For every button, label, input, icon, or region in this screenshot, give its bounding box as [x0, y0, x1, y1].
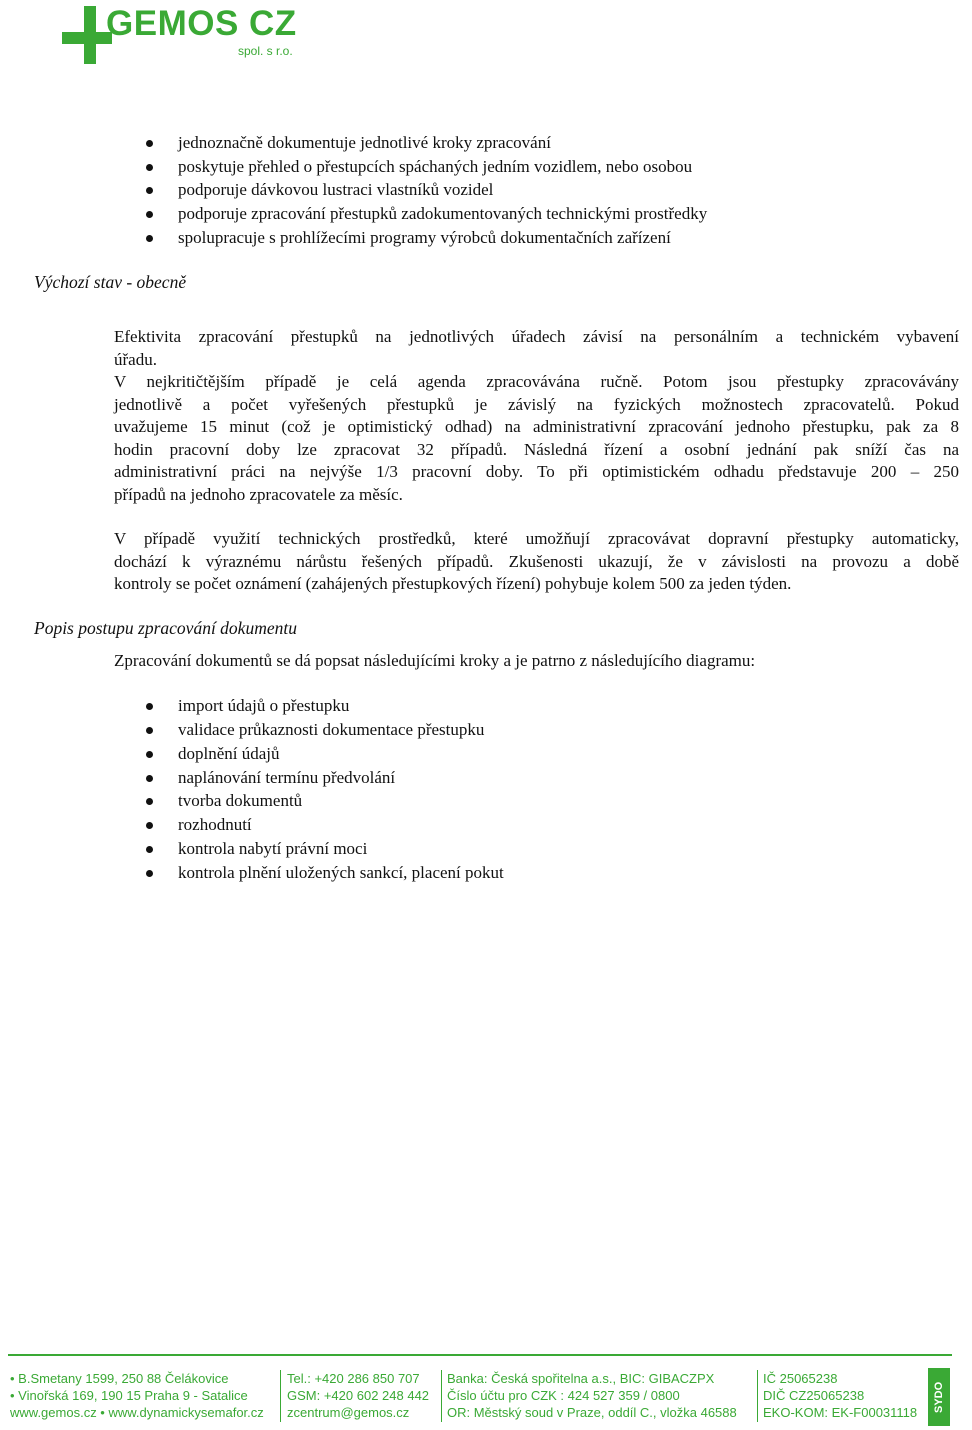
footer-mobile: GSM: +420 602 248 442 [287, 1388, 430, 1403]
footer-phone: Tel.: +420 286 850 707 [287, 1371, 420, 1386]
footer-bank [447, 1370, 737, 1421]
section-heading-procedure: Popis postupu zpracování dokumentu [34, 618, 297, 638]
list-item: kontrola nabytí právní moci [178, 839, 368, 858]
footer-id-line: EKO-KOM: EK-F00031118 [763, 1405, 918, 1420]
page-footer [0, 1354, 967, 1430]
text-line: hodin pracovní doby lze zpracovat 32 případů. Následná řízení a osobní jednání pak sníží čas na [114, 439, 959, 459]
text-line: kontroly se počet oznámení (zahájených přestupkových řízení) pohybuje kolem 500 za jeden týden. [114, 574, 792, 593]
sydo-traffic-badge: SYDO Traffic [928, 1368, 950, 1426]
footer-id-line: DIČ CZ25065238 [763, 1388, 865, 1403]
footer-separator [757, 1370, 758, 1422]
text-line: jednotlivě a počet vyřešených přestupků je závislý na fyzických možnostech zpracovatelů. Pokud [114, 394, 959, 414]
list-item: naplánování termínu předvolání [178, 768, 396, 787]
paragraph-manual-processing [114, 371, 959, 506]
logo-subtitle: spol. s r.o. [238, 44, 293, 58]
footer-divider [8, 1354, 952, 1356]
list-item: doplnění údajů [178, 744, 280, 763]
logo-cross-icon [62, 4, 112, 66]
list-item: validace průkaznosti dokumentace přestupku [178, 720, 485, 739]
text-line: úřadu. [114, 349, 157, 369]
list-item: kontrola plnění uložených sankcí, placení pokut [178, 863, 504, 882]
section-heading-initial-state: Výchozí stav - obecně [34, 272, 187, 292]
list-item: jednoznačně dokumentuje jednotlivé kroky zpracování [178, 133, 551, 152]
company-logo [62, 4, 302, 68]
text-line: případů na jednoho zpracovatele za měsíc. [114, 484, 403, 504]
footer-bank-line: OR: Městský soud v Praze, oddíl C., vložka 46588 [447, 1405, 737, 1420]
bullet-dot-icon: • [10, 1388, 19, 1403]
footer-bank-line: Banka: Česká spořitelna a.s., BIC: GIBACZPX [447, 1371, 715, 1386]
footer-separator [441, 1370, 442, 1422]
text-line: administrativní práci na nejvýše 1/3 pracovní doby. To při optimistickém odhadu představuje 200 – 250 [114, 462, 959, 481]
footer-separator [280, 1370, 281, 1422]
list-item: spolupracuje s prohlížecími programy výrobců dokumentačních zařízení [178, 228, 671, 247]
list-item: tvorba dokumentů [178, 791, 303, 810]
bullet-dot-icon: • [10, 1371, 19, 1386]
text-line: Zpracování dokumentů se dá popsat následujícími kroky a je patrno z následujícího diagramu: [114, 651, 756, 670]
paragraph-efficiency [114, 326, 959, 371]
text-line: Efektivita zpracování přestupků na jednotlivých úřadech závisí na personálním a technickém vybavení [114, 327, 959, 346]
paragraph-technical-means [114, 528, 959, 596]
address-line: B.Smetany 1599, 250 88 Čelákovice [18, 1371, 229, 1386]
text-line: V nejkritičtějším případě je celá agenda zpracovávána ručně. Potom jsou přestupky zpracovávány [114, 372, 959, 391]
list-item: rozhodnutí [178, 815, 252, 834]
text-line: V případě využití technických prostředků, které umožňují zpracovávat dopravní přestupky automaticky, [114, 529, 959, 548]
footer-id-line: IČ 25065238 [763, 1371, 838, 1386]
footer-ids [763, 1370, 917, 1421]
list-item: import údajů o přestupku [178, 696, 350, 715]
footer-website-links[interactable]: www.gemos.cz • www.dynamickysemafor.cz [10, 1405, 264, 1420]
list-item: podporuje zpracování přestupků zadokumentovaných technickými prostředky [178, 204, 708, 223]
text-line: uvažujeme 15 minut (což je optimistický odhad) na administrativní zpracování jednoho přestupku, pak za 8 [114, 417, 959, 436]
address-line: Vinořská 169, 190 15 Praha 9 - Satalice [18, 1388, 248, 1403]
list-item: poskytuje přehled o přestupcích spáchaných jedním vozidlem, nebo osobou [178, 157, 693, 176]
footer-bank-line: Číslo účtu pro CZK : 424 527 359 / 0800 [447, 1388, 680, 1403]
footer-address [10, 1370, 264, 1421]
list-item: podporuje dávkovou lustraci vlastníků vozidel [178, 180, 494, 199]
footer-email-link[interactable]: zcentrum@gemos.cz [287, 1405, 410, 1420]
text-line: dochází k výraznému nárůstu řešených případů. Zkušenosti ukazují, že v závislosti na provozu a době [114, 551, 959, 571]
footer-contact [287, 1370, 429, 1421]
logo-name: GEMOS CZ [106, 4, 297, 43]
paragraph-procedure-intro [114, 650, 959, 673]
